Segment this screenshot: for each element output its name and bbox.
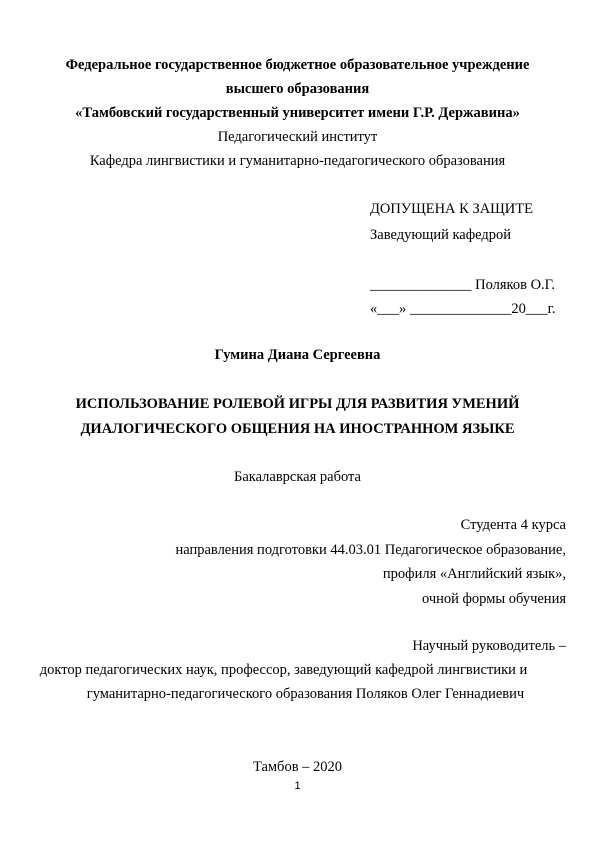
thesis-title-line-1: ИСПОЛЬЗОВАНИЕ РОЛЕВОЙ ИГРЫ ДЛЯ РАЗВИТИЯ УМЕНИЙ	[75, 396, 520, 412]
student-line-3: профиля «Английский язык»,	[382, 566, 566, 582]
thesis-title-line-2: ДИАЛОГИЧЕСКОГО ОБЩЕНИЯ НА ИНОСТРАННОМ ЯЗЫКЕ	[80, 421, 515, 437]
supervisor-line-2: доктор педагогических наук, профессор, заведующий кафедрой лингвистики и	[39, 662, 528, 678]
approval-title: ДОПУЩЕНА К ЗАЩИТЕ	[370, 201, 533, 217]
department-name: Кафедра лингвистики и гуманитарно-педагогического образования	[89, 153, 506, 169]
city-year: Тамбов – 2020	[252, 759, 343, 775]
institute-name: Педагогический институт	[217, 129, 378, 145]
org-line-1: Федеральное государственное бюджетное образовательное учреждение	[65, 57, 530, 73]
student-line-1: Студента 4 курса	[460, 517, 566, 533]
org-line-2: высшего образования	[225, 81, 370, 97]
work-type: Бакалаврская работа	[234, 469, 361, 485]
supervisor-line-1: Научный руководитель –	[412, 638, 566, 654]
approval-date: «___» ______________20___г.	[370, 301, 556, 317]
approval-signature: ______________ Поляков О.Г.	[370, 277, 556, 293]
approval-role: Заведующий кафедрой	[370, 227, 512, 243]
page-number: 1	[294, 780, 301, 792]
author-name: Гумина Диана Сергеевна	[214, 347, 381, 363]
student-line-2: направления подготовки 44.03.01 Педагогическое образование,	[175, 542, 566, 558]
supervisor-line-3: гуманитарно-педагогического образования Поляков Олег Геннадиевич	[86, 686, 525, 702]
university-name: «Тамбовский государственный университет имени Г.Р. Державина»	[75, 105, 520, 121]
student-line-4: очной формы обучения	[421, 591, 566, 607]
